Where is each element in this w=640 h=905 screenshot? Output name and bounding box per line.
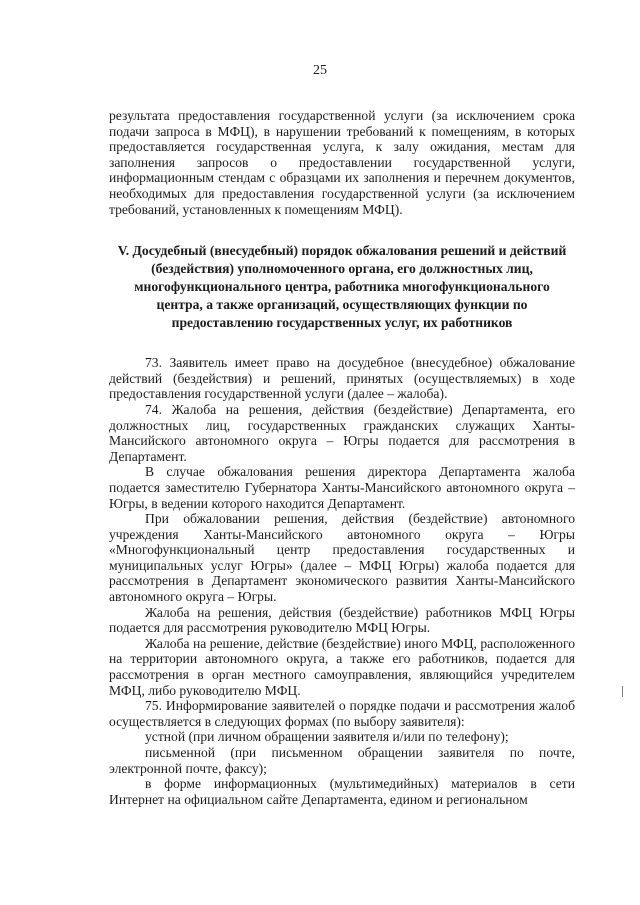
intro-paragraph: результата предоставления государственной услуги (за исключением срока подачи запроса в МФЦ), в нарушении требований к помещениям, в которых предоставляется государственная услуга, к залу ожидания, местам для заполнения запросов о предоставлении государственной услуги, информационным стендам с образцами их заполнения и перечнем документов, необходимых для предоставления государственной услуги (за исключением требований, установленных к помещениям МФЦ). <box>109 108 575 217</box>
page-number: 25 <box>313 63 327 78</box>
section-heading: V. Досудебный (внесудебный) порядок обжалования решений и действий (бездействия) уполномоченного органа, его должностных лиц, многофункционального центра, работника многофункционального центра, а также организаций, осуществляющих функции по предоставлению государственных услуг, их работников <box>117 243 567 331</box>
scan-margin-mark <box>622 686 623 697</box>
paragraph-mfc-appeal: При обжаловании решения, действия (бездействие) автономного учреждения Ханты-Мансийского автономного округа – Югры «Многофункциональный центр предоставления государственных и муниципальных услуг Югры» (далее – МФЦ Югры) жалоба подается для рассмотрения в Департамент экономического развития Ханты-Мансийского автономного округа – Югры. <box>109 511 575 605</box>
list-item-oral: устной (при личном обращении заявителя и/или по телефону); <box>145 729 509 745</box>
paragraph-73: 73. Заявитель имеет право на досудебное (внесудебное) обжалование действий (бездействия) и решений, принятых (осуществляемых) в ходе предоставления государственной услуги (далее – жалоба). <box>109 355 575 402</box>
paragraph-74: 74. Жалоба на решения, действия (бездействие) Департамента, его должностных лиц, государственных гражданских служащих Ханты-Мансийского автономного округа – Югры подается для рассмотрения в Департамент. <box>109 401 575 464</box>
paragraph-director-appeal: В случае обжалования решения директора Департамента жалоба подается заместителю Губернатора Ханты-Мансийского автономного округа – Югры, в ведении которого находится Департамент. <box>109 464 575 511</box>
paragraph-75: 75. Информирование заявителей о порядке подачи и рассмотрения жалоб осуществляется в следующих формах (по выбору заявителя): <box>109 698 575 729</box>
list-item-written: письменной (при письменном обращении заявителя по почте, электронной почте, факсу); <box>109 745 575 776</box>
page-content <box>109 108 575 807</box>
paragraph-other-mfc: Жалоба на решение, действие (бездействие) иного МФЦ, расположенного на территории автономного округа, а также его работников, подается для рассмотрения в орган местного самоуправления, являющийся учредителем МФЦ, либо руководителю МФЦ. <box>109 635 575 698</box>
list-item-online: в форме информационных (мультимедийных) материалов в сети Интернет на официальном сайте Департамента, едином и региональном <box>109 776 575 807</box>
paragraph-mfc-workers: Жалоба на решения, действия (бездействие) работников МФЦ Югры подается для рассмотрения руководителю МФЦ Югры. <box>109 604 575 636</box>
